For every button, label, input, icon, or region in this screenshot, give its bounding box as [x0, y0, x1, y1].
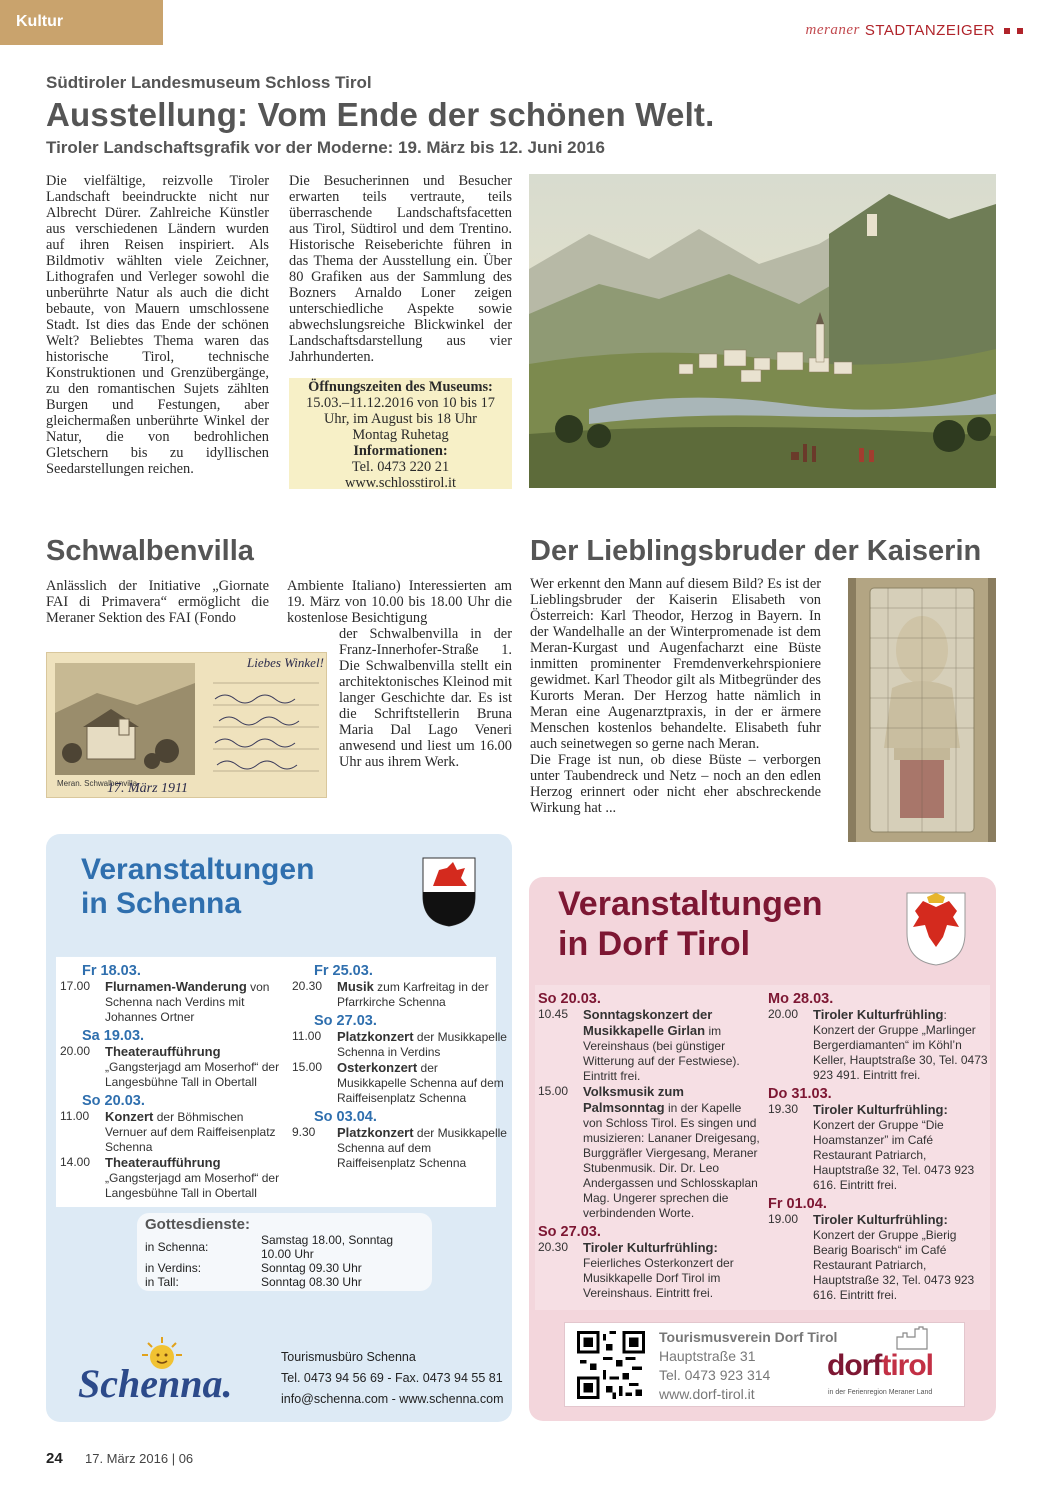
event-description	[337, 1060, 507, 1106]
dorftirol-contact-phone: Tel. 0473 923 314	[659, 1367, 771, 1383]
event-time: 19.00	[768, 1212, 799, 1226]
event-time: 15.00	[292, 1060, 323, 1074]
schenna-events-right	[292, 960, 507, 1171]
schenna-coat-of-arms-icon	[421, 856, 477, 928]
event-description	[583, 1240, 760, 1301]
event-item	[768, 1007, 990, 1083]
event-detail: der Musikkapelle Schenna auf dem Raiffeisenplatz Schenna	[337, 1126, 507, 1170]
event-day: So 20.03.	[538, 991, 601, 1007]
event-day: So 27.03.	[314, 1013, 377, 1029]
event-time: 17.00	[60, 979, 91, 993]
event-detail: im Vereinshaus (bei günstiger Witterung auf der Festwiese). Eintritt frei.	[583, 1024, 740, 1083]
event-item	[768, 1102, 990, 1193]
postcard-date: 17. März 1911	[107, 781, 189, 796]
event-detail: der Musikkapelle Schenna in Verdins	[337, 1030, 507, 1059]
article1-col2: Die Besucherinnen und Besucher erwarten teils vertraute, teils überraschende Landschaftsfacetten aus Tirol, Südtirol und dem Trentino. Historische Reiseberichte führen in das Thema der Ausstellung ein. Über 80 Grafiken aus der Sammlung des Bozners Arnaldo Loner zeigen unterschiedliche Aspekte sowie abwechslungsreiche Blickwinkel der Landschaftsdarstellung aus vier Jahrhunderten.	[289, 173, 512, 365]
event-description	[583, 1007, 760, 1084]
event-name: Osterkonzert	[337, 1060, 418, 1075]
dorftirol-title	[558, 884, 823, 964]
masthead-square-2	[1017, 28, 1023, 34]
event-time: 20.00	[768, 1007, 799, 1021]
church-title: Gottesdienste:	[145, 1216, 251, 1233]
event-name: Tiroler Kulturfrühling:	[813, 1102, 948, 1117]
postcard-greeting: Liebes Winkel!	[247, 655, 324, 670]
article3-headline: Der Lieblingsbruder der Kaiserin	[530, 535, 982, 567]
qr-code-icon	[577, 1331, 645, 1399]
masthead	[806, 22, 1023, 39]
museum-info-box	[289, 378, 512, 489]
dorftirol-logo-a: dorf	[827, 1349, 882, 1382]
article2-col2	[339, 626, 512, 770]
event-item	[292, 1060, 507, 1106]
event-description	[337, 1125, 507, 1171]
event-item	[538, 1084, 760, 1221]
article2-col2-text-a: Ambiente Italiano) Interessierten am 19. März von 10.00 bis 18.00 Uhr die kostenlose Besichtigung	[287, 578, 512, 626]
church-place: in Schenna:	[145, 1240, 209, 1254]
dorftirol-logo-sub: in der Ferienregion Meraner Land	[828, 1389, 933, 1396]
dorftirol-events-right	[768, 988, 990, 1303]
schenna-events-left	[60, 960, 280, 1201]
event-time: 11.00	[60, 1109, 90, 1123]
event-name: Platzkonzert	[337, 1125, 414, 1140]
event-item	[292, 979, 507, 1010]
church-row	[145, 1275, 424, 1289]
event-description	[337, 1029, 507, 1060]
masthead-meraner: meraner	[805, 22, 860, 38]
event-detail: in der Kapelle von Schloss Tirol. Es singen und musizieren: Lananer Dreigesang, Burggräfler Viergesang, Meraner Stubenmusik. Dir. Dr. Leo Andergassen und Schlosskaplan Mag. Ungerer sprechen die verbindenden Worte.	[583, 1101, 760, 1220]
event-name: Sonntagskonzert der Musikkapelle Girlan	[583, 1007, 713, 1038]
event-item	[60, 979, 280, 1025]
event-detail: Konzert der Gruppe „Bierig Bearig Boarisch“ im Café Restaurant Patriarch, Hauptstraße 32, Tel. 0473 923 616. Eintritt frei.	[813, 1228, 975, 1302]
article1-col1: Die vielfältige, reizvolle Tiroler Landschaft beeindruckte nicht nur Albrecht Dürer. Zahlreiche Künstler aus verschiedenen Ländern wurden auf ihren Reisen inspiriert. Als Bildmotiv wählten viele Zeichner, Lithografen und Verleger sowohl die unberührte Natur als auch die dicht bebaute, von Mauern umschlossene Stadt. Ist dies das Ende der schönen Welt? Beliebtes Thema waren das historische Tirol, technische Konstruktionen und Grenzübergänge, zu den romantischen Sujets zählten Burgen und Festungen, aber gleichermaßen unberührte Winkel der Natur, die von bedrohlichen Gletschern bis zu idyllischen Seedarstellungen reichen.	[46, 173, 269, 477]
event-item	[60, 1044, 280, 1090]
church-time: Sonntag 09.30 Uhr	[261, 1261, 362, 1275]
event-item	[292, 1029, 507, 1060]
event-description	[105, 1155, 280, 1201]
event-description	[583, 1084, 760, 1221]
article2-col2-text: der Schwalbenvilla in der Franz-Innerhofer-Straße 1. Die Schwalbenvilla stellt ein architektonisches Kleinod mit langer Geschichte dar. Es ist die Schriftstellerin Bruna Maria Dal Lago Veneri anwesend und liest um 16.00 Uhr aus ihrem Werk.	[339, 626, 512, 770]
page-number: 24	[46, 1450, 63, 1467]
event-time: 14.00	[60, 1155, 91, 1169]
article3-text-main: Wer erkennt den Mann auf diesem Bild? Es ist der Lieblingsbruder der Kaiserin Elisabeth von Österreich: Karl Theodor, Herzog in Bayern. In der Wandelhalle an der Winterpromenade ist dem Meran-Kurgast und Augenfacharzt eine Büste inmitten prominenter Fremdenverkehrspioniere gewidmet. Karl Theodor gilt als Mitbegründer des Kurorts Meran. Der Herzog hatte nämlich in Meran eine Augenarztpraxis, in der er ärmere Menschen kostenlos behandelte. Elisabeth fuhr auch seinetwegen so gerne nach Meran.	[530, 576, 821, 752]
event-name: Tiroler Kulturfrühling:	[813, 1212, 948, 1227]
event-description	[813, 1102, 990, 1193]
schenna-web: info@schenna.com - www.schenna.com	[281, 1392, 504, 1406]
event-time: 20.30	[292, 979, 323, 993]
schenna-contact	[281, 1347, 504, 1410]
event-day: So 03.04.	[314, 1109, 377, 1125]
event-name: Theateraufführung	[105, 1044, 221, 1059]
event-detail: von Schenna nach Verdins mit Johannes Ortner	[105, 980, 270, 1024]
info-web: www.schlosstirol.it	[345, 475, 456, 491]
event-description	[105, 979, 280, 1025]
postcard-caption: Meran. Schwalbenvilla	[57, 779, 138, 788]
church-row	[145, 1261, 424, 1275]
article3-text-question: Die Frage ist nun, ob diese Büste – verborgen unter Taubendreck und Netz – noch an den edlen Herzog erinnert oder nicht eher abschreckende Wirkung hat ...	[530, 752, 821, 816]
event-name: Musik	[337, 979, 374, 994]
event-item	[60, 1155, 280, 1201]
event-name: Platzkonzert	[337, 1029, 414, 1044]
article1-subline: Tiroler Landschaftsgrafik vor der Moderne: 19. März bis 12. Juni 2016	[46, 138, 605, 157]
dorftirol-contact-text	[659, 1328, 837, 1404]
event-time: 9.30	[292, 1125, 316, 1139]
event-item	[60, 1109, 280, 1155]
event-name: Flurnamen-Wanderung	[105, 979, 247, 994]
event-time: 11.00	[292, 1029, 322, 1043]
bust-photo	[848, 578, 996, 842]
event-day: Do 31.03.	[768, 1086, 832, 1102]
event-detail: zum Karfreitag in der Pfarrkirche Schenna	[337, 980, 489, 1009]
church-time: Sonntag 08.30 Uhr	[261, 1275, 362, 1289]
article3-text	[530, 576, 821, 816]
dorftirol-castle-icon	[895, 1325, 935, 1351]
article1-headline: Ausstellung: Vom Ende der schönen Welt.	[46, 96, 715, 133]
article2-col1: Anlässlich der Initiative „Giornate FAI di Primavera“ ermöglicht die Meraner Sektion des FAI (Fondo	[46, 578, 269, 626]
article2-headline: Schwalbenvilla	[46, 535, 254, 567]
info-phone: Tel. 0473 220 21	[351, 459, 450, 475]
church-table	[145, 1233, 424, 1289]
event-name: Konzert	[105, 1109, 154, 1124]
event-name: Tiroler Kulturfrühling:	[583, 1240, 718, 1255]
schenna-logo: Schenna.	[78, 1361, 233, 1406]
event-item	[538, 1240, 760, 1301]
landscape-painting	[529, 174, 996, 488]
event-description	[105, 1109, 280, 1155]
event-day: So 20.03.	[82, 1093, 145, 1109]
category-tab: Kultur	[0, 0, 163, 45]
event-description	[813, 1007, 990, 1083]
dorftirol-contact-street: Hauptstraße 31	[659, 1348, 756, 1364]
event-time: 19.30	[768, 1102, 799, 1116]
schenna-office: Tourismusbüro Schenna	[281, 1350, 416, 1364]
event-day: Fr 25.03.	[314, 963, 373, 979]
church-row	[145, 1233, 424, 1261]
event-day: Fr 01.04.	[768, 1196, 827, 1212]
event-detail: der Böhmischen Vernuer auf dem Raiffeisenplatz Schenna	[105, 1110, 276, 1154]
postcard-image	[46, 652, 327, 798]
event-name: Tiroler Kulturfrühling	[813, 1007, 944, 1022]
event-day: Fr 18.03.	[82, 963, 141, 979]
church-place: in Tall:	[145, 1275, 179, 1289]
event-time: 15.00	[538, 1084, 569, 1098]
article2-col2-top	[287, 578, 512, 626]
event-day: Sa 19.03.	[82, 1028, 145, 1044]
masthead-square-1	[1004, 28, 1010, 34]
schenna-title	[81, 853, 314, 921]
event-day: Mo 28.03.	[768, 991, 834, 1007]
schenna-title-line1: Veranstaltungen	[81, 853, 315, 886]
dorftirol-contact-card	[564, 1322, 965, 1407]
event-description	[813, 1212, 990, 1303]
church-place: in Verdins:	[145, 1261, 202, 1275]
event-item	[768, 1212, 990, 1303]
church-services	[137, 1213, 432, 1291]
info-title2: Informationen:	[353, 443, 448, 459]
event-name: Theateraufführung	[105, 1155, 221, 1170]
event-name: Volksmusik zum Palmsonntag	[583, 1084, 684, 1115]
dorftirol-events-left	[538, 988, 760, 1301]
event-detail: der Musikkapelle Schenna auf dem Raiffeisenplatz Schenna	[337, 1061, 504, 1105]
info-hours: 15.03.–11.12.2016 von 10 bis 17 Uhr, im August bis 18 Uhr	[306, 395, 495, 427]
masthead-stadtanzeiger: STADTANZEIGER	[864, 22, 995, 39]
event-detail: „Gangsterjagd am Moserhof“ der Langesbühne Tall in Obertall	[105, 1060, 280, 1089]
event-time: 20.00	[60, 1044, 91, 1058]
dorftirol-title-line1: Veranstaltungen	[558, 885, 823, 923]
church-time: Samstag 18.00, Sonntag 10.00 Uhr	[261, 1233, 394, 1261]
info-closed: Montag Ruhetag	[352, 427, 449, 443]
info-title: Öffnungszeiten des Museums:	[308, 379, 493, 395]
event-item	[292, 1125, 507, 1171]
event-time: 20.30	[538, 1240, 569, 1254]
event-detail: Konzert der Gruppe “Die Hoamstanzer” im Café Restaurant Patriarch, Hauptstraße 32, Tel. 0473 923 616. Eintritt frei.	[813, 1118, 975, 1192]
event-description	[105, 1044, 280, 1090]
event-detail: Feierliches Osterkonzert der Musikkapelle Dorf Tirol im Vereinshaus. Eintritt frei.	[583, 1256, 734, 1300]
dorftirol-contact-name: Tourismusverein Dorf Tirol	[659, 1329, 838, 1345]
schenna-phone: Tel. 0473 94 56 69 - Fax. 0473 94 55 81	[281, 1371, 503, 1385]
event-item	[538, 1007, 760, 1084]
issue-date: 17. März 2016 | 06	[85, 1451, 194, 1466]
schenna-title-line2: in Schenna	[81, 887, 242, 920]
event-detail: „Gangsterjagd am Moserhof“ der Langesbühne Tall in Obertall	[105, 1171, 280, 1200]
dorftirol-contact-web: www.dorf-tirol.it	[659, 1386, 755, 1402]
dorftirol-logo-b: tirol	[881, 1349, 933, 1382]
dorftirol-title-line2: in Dorf Tirol	[558, 925, 751, 963]
event-day: So 27.03.	[538, 1224, 601, 1240]
dorftirol-logo	[827, 1349, 933, 1383]
event-description	[337, 979, 507, 1010]
tirol-eagle-coat-of-arms-icon	[905, 891, 967, 967]
event-time: 10.45	[538, 1007, 569, 1021]
article1-kicker: Südtiroler Landesmuseum Schloss Tirol	[46, 73, 372, 92]
event-detail: : Konzert der Gruppe „Marlinger Bergerdiamanten“ im Köhl’n Keller, Hauptstraße 30, Tel. 0473 923 491. Eintritt frei.	[813, 1008, 988, 1082]
